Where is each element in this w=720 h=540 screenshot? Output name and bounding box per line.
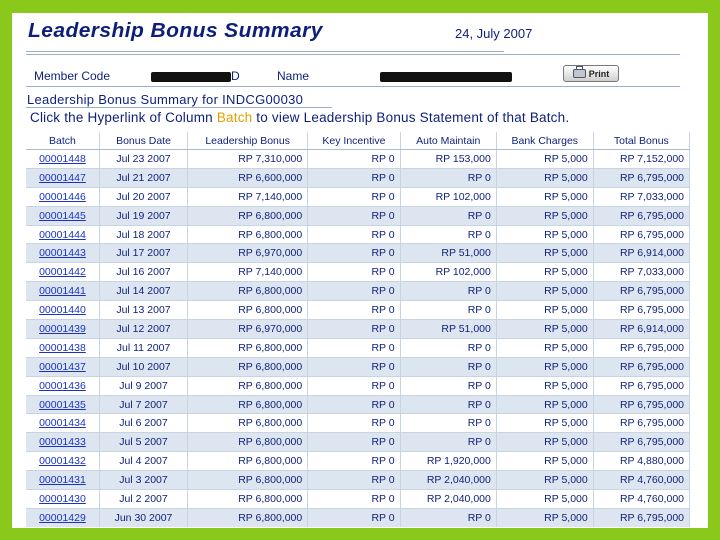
bonus-date-cell: Jul 13 2007 — [99, 301, 187, 320]
leadership-bonus-cell: RP 6,800,000 — [188, 414, 308, 433]
table-row — [26, 433, 690, 452]
table-row — [26, 414, 690, 433]
bank-charges-cell: RP 5,000 — [496, 433, 593, 452]
bank-charges-cell: RP 5,000 — [496, 320, 593, 339]
batch-link[interactable]: 00001436 — [39, 379, 86, 392]
key-incentive-cell: RP 0 — [308, 357, 400, 376]
total-bonus-cell: RP 7,033,000 — [593, 263, 689, 282]
total-bonus-cell: RP 6,795,000 — [593, 508, 689, 526]
table-row — [26, 244, 690, 263]
bonus-date-cell: Jul 11 2007 — [99, 338, 187, 357]
total-bonus-cell: RP 4,760,000 — [593, 471, 689, 490]
leadership-bonus-cell: RP 6,800,000 — [188, 376, 308, 395]
total-bonus-cell: RP 6,795,000 — [593, 206, 689, 225]
leadership-bonus-cell: RP 7,140,000 — [188, 263, 308, 282]
auto-maintain-cell: RP 51,000 — [400, 320, 496, 339]
batch-cell — [26, 244, 99, 263]
batch-link[interactable]: 00001437 — [39, 360, 86, 373]
bank-charges-cell: RP 5,000 — [496, 357, 593, 376]
batch-link[interactable]: 00001440 — [39, 304, 86, 317]
bank-charges-cell: RP 5,000 — [496, 471, 593, 490]
bonus-date-cell: Jul 14 2007 — [99, 282, 187, 301]
batch-cell — [26, 414, 99, 433]
column-header: Key Incentive — [308, 132, 400, 150]
divider — [26, 86, 680, 87]
column-header: Bank Charges — [496, 132, 593, 150]
bonus-date-cell: Jun 30 2007 — [99, 508, 187, 526]
batch-cell — [26, 376, 99, 395]
bonus-date-cell: Jul 5 2007 — [99, 433, 187, 452]
batch-link[interactable]: 00001448 — [39, 152, 86, 165]
table-row — [26, 320, 690, 339]
table-row — [26, 150, 690, 169]
bonus-date-cell: Jul 7 2007 — [99, 395, 187, 414]
total-bonus-cell: RP 6,914,000 — [593, 320, 689, 339]
total-bonus-cell: RP 6,795,000 — [593, 282, 689, 301]
column-header: Total Bonus — [593, 132, 689, 150]
key-incentive-cell: RP 0 — [308, 338, 400, 357]
leadership-bonus-cell: RP 7,310,000 — [188, 150, 308, 169]
leadership-bonus-cell: RP 6,800,000 — [188, 395, 308, 414]
key-incentive-cell: RP 0 — [308, 508, 400, 526]
batch-cell — [26, 471, 99, 490]
batch-cell — [26, 263, 99, 282]
bank-charges-cell: RP 5,000 — [496, 150, 593, 169]
batch-link[interactable]: 00001445 — [39, 209, 86, 222]
key-incentive-cell: RP 0 — [308, 471, 400, 490]
bank-charges-cell: RP 5,000 — [496, 395, 593, 414]
batch-cell — [26, 206, 99, 225]
bank-charges-cell: RP 5,000 — [496, 282, 593, 301]
batch-cell — [26, 490, 99, 509]
bank-charges-cell: RP 5,000 — [496, 187, 593, 206]
member-code-value-redacted — [151, 72, 231, 82]
batch-link[interactable]: 00001441 — [39, 285, 86, 298]
auto-maintain-cell: RP 0 — [400, 338, 496, 357]
leadership-bonus-cell: RP 6,800,000 — [188, 225, 308, 244]
auto-maintain-cell: RP 1,920,000 — [400, 452, 496, 471]
batch-cell — [26, 225, 99, 244]
member-name-value-redacted — [380, 72, 512, 82]
leadership-bonus-cell: RP 6,970,000 — [188, 320, 308, 339]
bank-charges-cell: RP 5,000 — [496, 244, 593, 263]
auto-maintain-cell: RP 0 — [400, 395, 496, 414]
bonus-date-cell: Jul 18 2007 — [99, 225, 187, 244]
leadership-bonus-cell: RP 6,800,000 — [188, 282, 308, 301]
auto-maintain-cell: RP 0 — [400, 414, 496, 433]
table-row — [26, 395, 690, 414]
bonus-date-cell: Jul 2 2007 — [99, 490, 187, 509]
auto-maintain-cell: RP 0 — [400, 508, 496, 526]
leadership-bonus-cell: RP 6,800,000 — [188, 357, 308, 376]
total-bonus-cell: RP 6,795,000 — [593, 433, 689, 452]
auto-maintain-cell: RP 51,000 — [400, 244, 496, 263]
key-incentive-cell: RP 0 — [308, 376, 400, 395]
bank-charges-cell: RP 5,000 — [496, 225, 593, 244]
batch-cell — [26, 320, 99, 339]
key-incentive-cell: RP 0 — [308, 244, 400, 263]
key-incentive-cell: RP 0 — [308, 187, 400, 206]
leadership-bonus-cell: RP 6,800,000 — [188, 508, 308, 526]
total-bonus-cell: RP 6,795,000 — [593, 395, 689, 414]
table-row — [26, 376, 690, 395]
leadership-bonus-cell: RP 6,800,000 — [188, 338, 308, 357]
key-incentive-cell: RP 0 — [308, 452, 400, 471]
member-code-tail: D — [231, 69, 240, 83]
bank-charges-cell: RP 5,000 — [496, 508, 593, 526]
key-incentive-cell: RP 0 — [308, 282, 400, 301]
bank-charges-cell: RP 5,000 — [496, 301, 593, 320]
total-bonus-cell: RP 6,795,000 — [593, 376, 689, 395]
summary-heading: Leadership Bonus Summary for INDCG00030 — [27, 92, 304, 107]
auto-maintain-cell: RP 0 — [400, 376, 496, 395]
auto-maintain-cell: RP 0 — [400, 301, 496, 320]
batch-cell — [26, 338, 99, 357]
total-bonus-cell: RP 4,760,000 — [593, 490, 689, 509]
batch-cell — [26, 168, 99, 187]
total-bonus-cell: RP 6,795,000 — [593, 357, 689, 376]
bonus-date-cell: Jul 10 2007 — [99, 357, 187, 376]
total-bonus-cell: RP 7,152,000 — [593, 150, 689, 169]
table-body — [26, 150, 690, 527]
total-bonus-cell: RP 6,795,000 — [593, 225, 689, 244]
table-row — [26, 301, 690, 320]
bonus-date-cell: Jul 4 2007 — [99, 452, 187, 471]
total-bonus-cell: RP 6,795,000 — [593, 168, 689, 187]
batch-link[interactable]: 00001432 — [39, 455, 86, 468]
batch-link[interactable]: 00001443 — [39, 247, 86, 260]
leadership-bonus-cell: RP 6,800,000 — [188, 433, 308, 452]
name-label: Name — [277, 69, 310, 83]
auto-maintain-cell: RP 0 — [400, 225, 496, 244]
key-incentive-cell: RP 0 — [308, 433, 400, 452]
table-row — [26, 282, 690, 301]
auto-maintain-cell: RP 0 — [400, 282, 496, 301]
instruction-text: Click the Hyperlink of Column Batch to view Leadership Bonus Statement of that Batch. — [30, 110, 570, 125]
column-header: Batch — [26, 132, 99, 150]
table-row — [26, 357, 690, 376]
batch-link[interactable]: 00001434 — [39, 417, 86, 430]
batch-link[interactable]: 00001429 — [39, 511, 86, 524]
auto-maintain-cell: RP 153,000 — [400, 150, 496, 169]
printer-icon — [573, 69, 586, 78]
table-row — [26, 225, 690, 244]
key-incentive-cell: RP 0 — [308, 320, 400, 339]
instruction-highlight: Batch — [216, 110, 253, 125]
bonus-summary-table — [26, 132, 690, 527]
batch-cell — [26, 452, 99, 471]
leadership-bonus-cell: RP 6,800,000 — [188, 471, 308, 490]
total-bonus-cell: RP 6,914,000 — [593, 244, 689, 263]
column-header: Auto Maintain — [400, 132, 496, 150]
batch-cell — [26, 301, 99, 320]
table-row — [26, 168, 690, 187]
bank-charges-cell: RP 5,000 — [496, 263, 593, 282]
batch-link[interactable]: 00001435 — [39, 398, 86, 411]
batch-cell — [26, 187, 99, 206]
table-row — [26, 206, 690, 225]
batch-cell — [26, 395, 99, 414]
total-bonus-cell: RP 4,880,000 — [593, 452, 689, 471]
total-bonus-cell: RP 6,795,000 — [593, 301, 689, 320]
report-date: 24, July 2007 — [455, 26, 533, 41]
total-bonus-cell: RP 7,033,000 — [593, 187, 689, 206]
key-incentive-cell: RP 0 — [308, 225, 400, 244]
key-incentive-cell: RP 0 — [308, 395, 400, 414]
print-button[interactable] — [563, 65, 619, 82]
key-incentive-cell: RP 0 — [308, 263, 400, 282]
key-incentive-cell: RP 0 — [308, 301, 400, 320]
table-row — [26, 263, 690, 282]
batch-cell — [26, 357, 99, 376]
auto-maintain-cell: RP 0 — [400, 168, 496, 187]
key-incentive-cell: RP 0 — [308, 150, 400, 169]
print-button-label: Print — [588, 68, 610, 79]
batch-link[interactable]: 00001444 — [39, 228, 86, 241]
key-incentive-cell: RP 0 — [308, 414, 400, 433]
bonus-date-cell: Jul 23 2007 — [99, 150, 187, 169]
table-header-row — [26, 132, 690, 150]
bank-charges-cell: RP 5,000 — [496, 168, 593, 187]
key-incentive-cell: RP 0 — [308, 206, 400, 225]
leadership-bonus-cell: RP 6,970,000 — [188, 244, 308, 263]
table-row — [26, 490, 690, 509]
bonus-date-cell: Jul 3 2007 — [99, 471, 187, 490]
leadership-bonus-cell: RP 6,800,000 — [188, 206, 308, 225]
bonus-date-cell: Jul 17 2007 — [99, 244, 187, 263]
auto-maintain-cell: RP 2,040,000 — [400, 471, 496, 490]
auto-maintain-cell: RP 0 — [400, 206, 496, 225]
column-header: Bonus Date — [99, 132, 187, 150]
batch-link[interactable]: 00001431 — [39, 474, 86, 487]
batch-cell — [26, 433, 99, 452]
column-header: Leadership Bonus — [188, 132, 308, 150]
batch-link[interactable]: 00001438 — [39, 341, 86, 354]
batch-link[interactable]: 00001433 — [39, 436, 86, 449]
divider — [26, 107, 332, 108]
table-row — [26, 338, 690, 357]
bank-charges-cell: RP 5,000 — [496, 452, 593, 471]
bank-charges-cell: RP 5,000 — [496, 376, 593, 395]
bank-charges-cell: RP 5,000 — [496, 490, 593, 509]
total-bonus-cell: RP 6,795,000 — [593, 414, 689, 433]
key-incentive-cell: RP 0 — [308, 168, 400, 187]
bank-charges-cell: RP 5,000 — [496, 414, 593, 433]
total-bonus-cell: RP 6,795,000 — [593, 338, 689, 357]
batch-cell — [26, 282, 99, 301]
batch-link[interactable]: 00001446 — [39, 190, 86, 203]
divider — [26, 54, 680, 55]
report-panel — [12, 13, 708, 528]
batch-cell — [26, 150, 99, 169]
bonus-date-cell: Jul 19 2007 — [99, 206, 187, 225]
table-row — [26, 471, 690, 490]
auto-maintain-cell: RP 102,000 — [400, 263, 496, 282]
key-incentive-cell: RP 0 — [308, 490, 400, 509]
auto-maintain-cell: RP 0 — [400, 433, 496, 452]
leadership-bonus-cell: RP 6,600,000 — [188, 168, 308, 187]
leadership-bonus-cell: RP 6,800,000 — [188, 452, 308, 471]
bonus-date-cell: Jul 16 2007 — [99, 263, 187, 282]
auto-maintain-cell: RP 2,040,000 — [400, 490, 496, 509]
leadership-bonus-cell: RP 6,800,000 — [188, 301, 308, 320]
leadership-bonus-cell: RP 6,800,000 — [188, 490, 308, 509]
auto-maintain-cell: RP 102,000 — [400, 187, 496, 206]
divider — [26, 51, 504, 52]
bank-charges-cell: RP 5,000 — [496, 206, 593, 225]
bank-charges-cell: RP 5,000 — [496, 338, 593, 357]
table-row — [26, 452, 690, 471]
batch-link[interactable]: 00001447 — [39, 171, 86, 184]
bonus-date-cell: Jul 12 2007 — [99, 320, 187, 339]
batch-cell — [26, 508, 99, 526]
batch-link[interactable]: 00001430 — [39, 492, 86, 505]
batch-link[interactable]: 00001439 — [39, 322, 86, 335]
table-row — [26, 187, 690, 206]
bonus-date-cell: Jul 20 2007 — [99, 187, 187, 206]
member-code-label: Member Code — [34, 69, 111, 83]
bonus-date-cell: Jul 9 2007 — [99, 376, 187, 395]
bonus-date-cell: Jul 6 2007 — [99, 414, 187, 433]
batch-link[interactable]: 00001442 — [39, 266, 86, 279]
leadership-bonus-cell: RP 7,140,000 — [188, 187, 308, 206]
table-row — [26, 508, 690, 526]
page-title: Leadership Bonus Summary — [28, 20, 323, 42]
auto-maintain-cell: RP 0 — [400, 357, 496, 376]
bonus-date-cell: Jul 21 2007 — [99, 168, 187, 187]
